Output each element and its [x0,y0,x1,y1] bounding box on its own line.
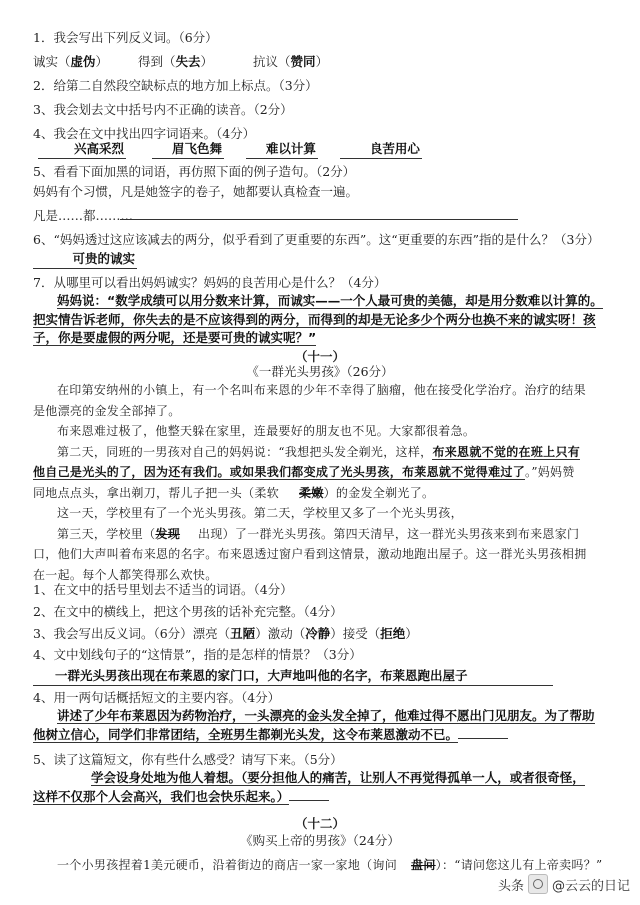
watermark [498,872,630,896]
story-question-5-answer: 讲述了少年布莱恩因为药物治疗，一头漂亮的金头发全掉了，他难过得不愿出门见朋友。为了帮助 他树立信心，同学们非常团结，全班男生都剃光头发，这令布莱恩激动不已。 [33,708,595,742]
question-7: 7．从哪里可以看出妈妈诚实？妈妈的良苦用心是什么？（4分） [33,275,387,290]
question-6: 6、“妈妈透过这应该减去的两分，似乎看到了更重要的东西”。这“更重要的东西”指的是什么？（3分） [33,232,600,247]
story-question-3: 3、我会写出反义词。（6分）漂亮（丑陋）激动（冷静）接受（拒绝） [33,626,418,641]
story-text-2: 一个小男孩捏着1美元硬币，沿着街边的商店一家一家地（询问 盘问）：“请问您这儿有上帝卖吗？” [57,858,603,872]
story-question-4: 4、文中划线句子的“这情景”，指的是怎样的情景？（3分） [33,647,362,662]
question-6-answer: 可贵的诚实 [33,251,137,269]
story-title: 《一群光头男孩》（26分） [246,364,394,379]
section-number: （十一） [294,349,345,364]
watermark-handle: @云云的日记 [551,878,630,894]
story-question-5: 4、用一两句话概括短文的主要内容。（4分） [33,690,281,705]
section-number-2: （十二） [294,816,345,831]
watermark-prefix: 头条 [497,878,524,894]
story-question-4-answer: 一群光头男孩出现在布莱恩的家门口，大声地叫他的名字，布莱恩跑出屋子 [33,668,553,686]
example-sentence: 妈妈有个习惯，凡是她签字的卷子，她都要认真检查一遍。 [33,184,359,199]
story-question-6: 5、读了这篇短文，你有些什么感受？请写下来。（5分） [33,752,343,767]
story-title-2: 《购买上帝的男孩》（24分） [240,833,400,848]
idiom-answers: 兴高采烈 眉飞色舞 难以计算 良苦用心 [38,141,422,159]
story-question-6-answer: 学会设身处地为他人着想。（要分担他人的痛苦，让别人不再觉得孤单一人，或者很奇怪， 这样不仅那个人会高兴，我们也会快乐起来。） [33,770,585,804]
answer-line [120,219,518,220]
story-question-2: 2、在文中的横线上，把这个男孩的话补充完整。（4分） [33,604,343,619]
question-2: 2．给第二自然段空缺标点的地方加上标点。（3分） [33,78,318,93]
sentence-fill: 凡是……都……… [33,208,134,223]
antonym-pair: 诚实（虚伪） 得到（失去） 抗议（赞同） [33,54,329,69]
question-1: 1．我会写出下列反义词。（6分） [33,30,218,45]
watermark-logo-icon [528,874,548,894]
question-7-answer: 妈妈说：“数学成绩可以用分数来计算，而诚实——一个人最可贵的美德，却是用分数难以计算的。 把实情告诉老师，你失去的是不应该得到的两分，而得到的却是无论多少个两分也换不来的诚实呀！孩 子，你是要虚假的两分呢，还是要可贵的诚实呢？” [33,293,603,345]
question-5: 5、看看下面加黑的词语，再仿照下面的例子造句。（2分） [33,164,356,179]
question-4: 4、我会在文中找出四字词语来。（4分） [33,126,256,141]
question-3: 3、我会划去文中括号内不正确的读音。（2分） [33,102,293,117]
story-text: 在印第安纳州的小镇上，有一个名叫布来恩的少年不幸得了脑瘤，他在接受化学治疗。治疗的结果 是他漂亮的金发全部掉了。 布来恩难过极了，他整天躲在家里，连最要好的朋友也不见。大家都很着急。 第二天，同班的一男孩对自己的妈妈说：“我想把头发全剃光，这样，布来恩就不觉的在班上只有 他自己是光头的了，因为还有我们。或如果我们都变成了光头男孩，布莱恩就不觉得难过了。”妈妈赞 同地点点头，拿出剃刀，帮儿子把一头（柔软 柔嫩）的金发全剃光了。 这一天，学校里有了一个光头男孩。第二天，学校里又多了一个光头男孩， 第三天，学校里（发现 出现）了一群光头男孩。第四天清早，这一群光头男孩来到布来恩家门 口，他们大声叫着布来恩的名字。布来恩透过窗户看到这情景，激动地跑出屋子。这一群光头男孩相拥 在一起。每个人都笑得那么欢快。 [33,383,587,582]
story-question-1: 1、在文中的括号里划去不适当的词语。（4分） [33,582,293,597]
